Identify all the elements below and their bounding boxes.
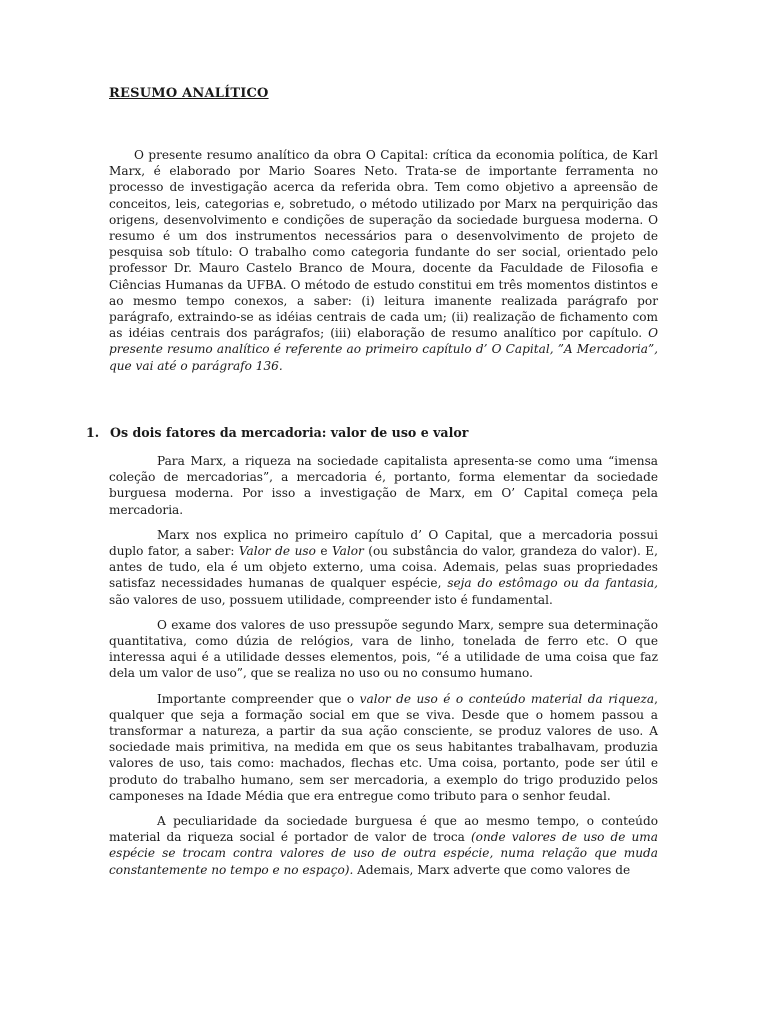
paragraph-3: O exame dos valores de uso pressupõe segundo Marx, sempre sua determinação quantitativa, como dúzia de relógios, vara de linho, tonelada de ferro etc. O que interessa aqui é a utilidade desses elementos, pois, “é a utilidade de uma coisa que faz dela um valor de uso”, que se realiza no uso ou no consumo humano. [109,617,658,681]
section-number: 1. [86,425,100,440]
paragraph-2-italic-valor: Valor [332,544,364,559]
paragraph-5 [109,813,658,878]
paragraph-2-text-cont: (ou substância do valor, grandeza do valor). E, antes de tudo, ela é um objeto externo, uma coisa. Ademais, pelas suas propriedades satisfaz necessidades humanas de qualquer espécie, [109,544,658,591]
paragraph-2-text: Marx nos explica no primeiro capítulo d’ O Capital, que a mercadoria possui duplo fator, a saber: [109,527,658,559]
paragraph-1: Para Marx, a riqueza na sociedade capitalista apresenta-se como uma “imensa coleção de mercadorias”, a mercadoria é, portanto, forma elementar da sociedade burguesa moderna. Por isso a investigação de Marx, em O’ Capital começa pela mercadoria. [109,454,658,517]
intro-italic-note: O presente resumo analítico é referente ao primeiro capítulo d’ O Capital, ”A Mercadoria”, que vai até o parágrafo 136. [109,326,658,373]
paragraph-4-text: Importante compreender que o [157,691,360,706]
paragraph-2-text-end: são valores de uso, possuem utilidade, compreender isto é fundamental. [109,592,553,607]
section-body [109,453,658,887]
paragraph-4 [109,691,658,804]
intro-paragraph [109,147,658,374]
paragraph-2-italic-quote: seja do estômago ou da fantasia, [447,576,659,591]
paragraph-2-italic-valor-de-uso: Valor de uso [238,544,316,559]
paragraph-5-italic: (onde valores de uso de uma espécie se trocam contra valores de uso de outra espécie, numa relação que muda constantemente no tempo e no espaço). [109,830,658,877]
paragraph-5-text: A peculiaridade da sociedade burguesa é que ao mesmo tempo, o conteúdo material da riqueza social é portador de valor de troca [109,814,658,845]
paragraph-4-text-end: , qualquer que seja a formação social em que se viva. Desde que o homem passou a transformar a natureza, a partir da sua ação consciente, se produz valores de uso. A sociedade mais primitiva, na medida em que os seus habitantes trabalhavam, produzia valores de uso, tais como: machados, flechas etc. Uma coisa, portanto, pode ser útil e produto do trabalho humano, sem ser mercadoria, a exemplo do trigo produzido pelos camponeses na Idade Média que era entregue como tributo para o senhor feudal. [109,691,658,803]
section-heading [86,425,468,440]
paragraph-4-italic: valor de uso é o conteúdo material da riqueza [359,691,655,706]
paragraph-2 [109,527,658,608]
paragraph-2-connector: e [315,544,333,559]
paragraph-5-text-end: Ademais, Marx adverte que como valores de [353,862,631,877]
section-title: Os dois fatores da mercadoria: valor de uso e valor [110,425,469,440]
document-title: RESUMO ANALÍTICO [109,86,269,101]
intro-text: O presente resumo analítico da obra O Capital: crítica da economia política, de Karl Marx, é elaborado por Mario Soares Neto. Trata-se de importante ferramenta no processo de investigação acerca da referida obra. Tem como objetivo a apreensão de conceitos, leis, categorias e, sobretudo, o método utilizado por Marx na perquirição das origens, desenvolvimento e condições de superação da sociedade burguesa moderna. O resumo é um dos instrumentos necessários para o desenvolvimento de projeto de pesquisa sob título: O trabalho como categoria fundante do ser social, orientado pelo professor Dr. Mauro Castelo Branco de Moura, docente da Faculdade de Filosofia e Ciências Humanas da UFBA. O método de estudo constitui em três momentos distintos e ao mesmo tempo conexos, a saber: (i) leitura imanente realizada parágrafo por parágrafo, extraindo-se as idéias centrais de cada um; (ii) realização de fichamento com as idéias centrais dos parágrafos; (iii) elaboração de resumo analítico por capítulo. [109,148,658,341]
